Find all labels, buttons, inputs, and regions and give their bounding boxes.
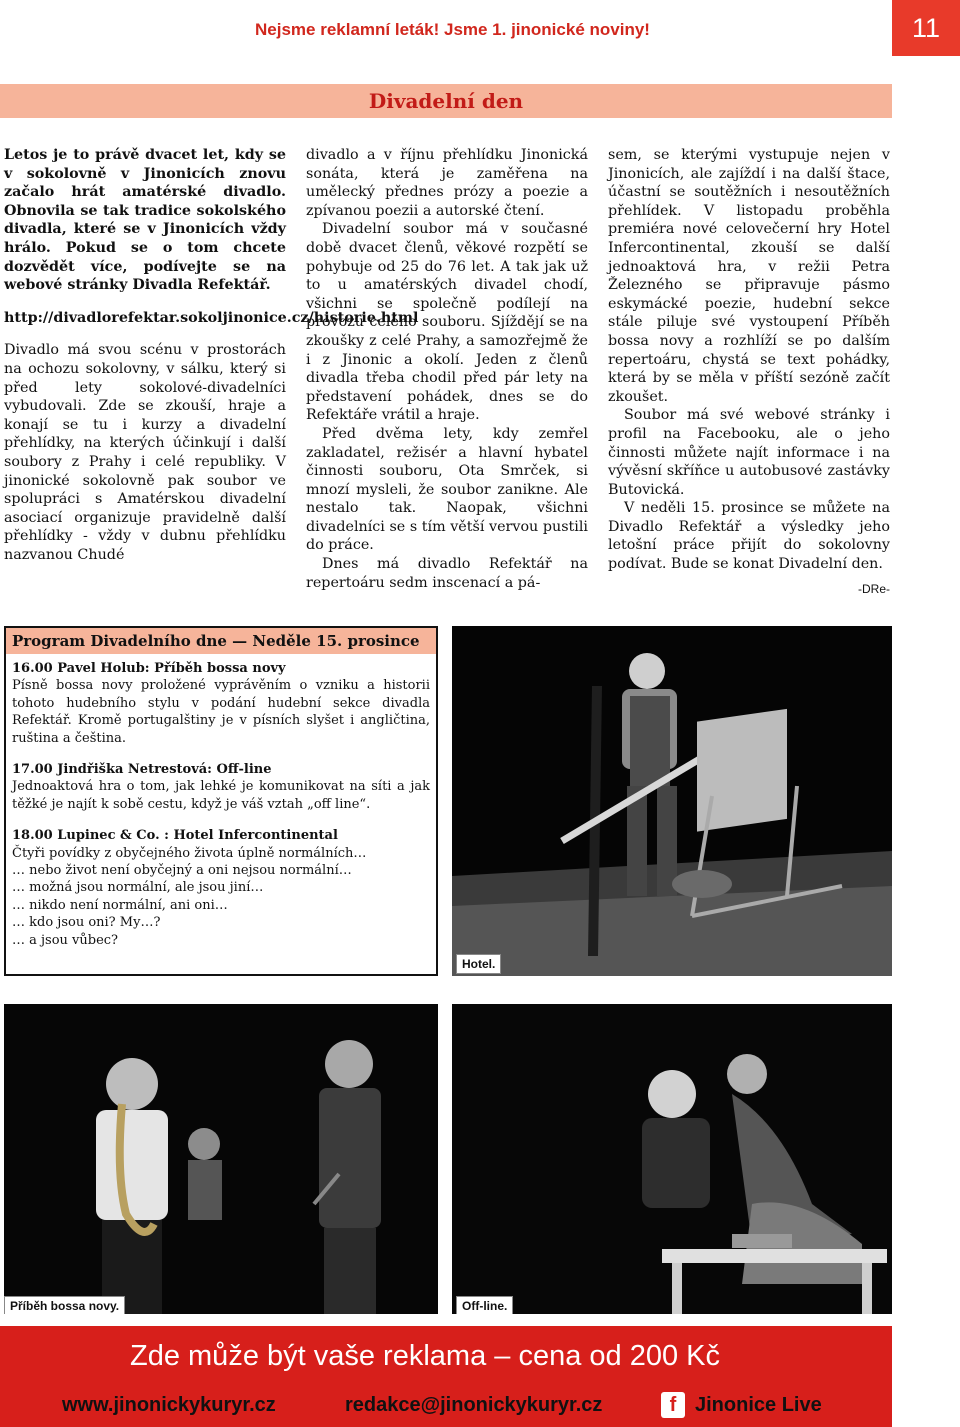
section-title-bar	[0, 84, 892, 118]
ad-title: Zde může být vaše reklama – cena od 200 Kč	[130, 1340, 720, 1372]
photo-caption: Hotel.	[456, 954, 501, 974]
program-item-text: Písně bossa novy proložené vyprávěním o vzniku a historii tohoto hudebního stylu v podání hudební sekce divadla Refektář. Kromě portugalštiny je v písních slyšet i angličtina, ruština a čeština.	[12, 678, 430, 746]
program-item	[12, 660, 430, 747]
photo-hotel	[452, 626, 892, 976]
photo-offline-image	[452, 1004, 892, 1314]
article-column-1	[4, 146, 419, 564]
article-paragraph: Dnes má divadlo Refektář na repertoáru sedm inscenací a pá-	[306, 556, 588, 591]
program-title: Program Divadelního dne — Neděle 15. prosince	[6, 628, 436, 654]
photo-caption: Příběh bossa novy.	[4, 1296, 125, 1314]
section-title: Divadelní den	[368, 89, 524, 113]
newspaper-tagline: Nejsme reklamní leták! Jsme 1. jinonické noviny!	[255, 20, 650, 39]
photo-bossa-nova	[4, 1004, 438, 1314]
ad-banner	[0, 1326, 892, 1427]
program-item-text: … možná jsou normální, ale jsou jiní…	[12, 880, 264, 896]
article-paragraph: Divadelní soubor má v současné době dvacet členů, věkové rozpětí se pohybuje od 25 do 76 let. A tak jak už to u amatérských divadel chodí, všichni se společně podílejí na provozu celého souboru. Sjíždějí se na zkoušky z celé Prahy, a samozřejmě že i z Jinonic a okolí. Jeden z členů divadla třeba chodil před pár lety na představení pohádek, dnes se do Refektáře vrátil a hraje.	[306, 221, 588, 424]
article-lead: Letos je to právě dvacet let, kdy se v sokolovně v Jinonicích znovu začalo hrát amatérské divadlo. Obnovila se tak tradice sokolského divadla, které se v Jinonicích vždy hrálo. Pokud se o tom chcete dozvědět více, podívejte se na webové stránky Divadla Refektář.	[4, 147, 286, 294]
email-link[interactable]: redakce@jinonickykuryr.cz	[345, 1394, 603, 1416]
program-item-title: 16.00 Pavel Holub: Příběh bossa novy	[12, 661, 286, 676]
page-number: 11	[892, 0, 960, 56]
program-box	[4, 626, 438, 976]
photo-hotel-image	[452, 626, 892, 976]
article-paragraph: sem, se kterými vystupuje nejen v Jinonicích, ale zajíždí i na další štace, účastní se soutěžních i nesoutěžních přehlídek. V listopadu proběhla premiéra nové celovečerní hry Hotel Infercontinental, zkouší se další jednoaktová hra, v režii Petra Železného se připravuje pásmo eskymácké poezie, hudební sekce stále piluje své vystoupení Příběh bossa novy a rozhlíží se po dalším repertoáru, chystá se text pohádky, která by se měla v příští sezóně začít zkoušet.	[608, 147, 890, 405]
program-item-text: … kdo jsou oni? My…?	[12, 915, 161, 931]
photo-caption: Off-line.	[456, 1296, 513, 1314]
article-paragraph: divadlo a v říjnu přehlídku Jinonická sonáta, která je zaměřena na umělecký přednes prózy a poezie a zpívanou poezii a autorské čtení.	[306, 147, 588, 219]
page-header	[0, 0, 960, 60]
photo-offline	[452, 1004, 892, 1314]
program-item	[12, 827, 430, 949]
website-link[interactable]: www.jinonickykuryr.cz	[62, 1394, 276, 1416]
facebook-icon[interactable]: f	[661, 1392, 685, 1418]
article-paragraph: V neděli 15. prosince se můžete na Divadlo Refektář a výsledky jeho letošní práce přijít do sokolovny podívat. Bude se konat Divadelní den.	[608, 500, 890, 573]
program-item-text: … nikdo není normální, ani oni…	[12, 897, 228, 913]
program-item-title: 18.00 Lupinec & Co. : Hotel Infercontinental	[12, 828, 338, 844]
article-url[interactable]: http://divadlorefektar.sokoljinonice.cz/historie.html	[4, 309, 419, 326]
photo-bossa-nova-image	[4, 1004, 438, 1314]
program-item-text: … a jsou vůbec?	[12, 932, 119, 948]
facebook-link[interactable]: Jinonice Live	[695, 1394, 822, 1416]
program-item-text: … nebo život není obyčejný a oni nejsou normální…	[12, 863, 352, 879]
program-item-text: Čtyři povídky z obyčejného života úplně normálních…	[12, 845, 367, 861]
program-item-title: 17.00 Jindřiška Netrestová: Off-line	[12, 762, 272, 778]
program-item-text: Jednoaktová hra o tom, jak lehké je komunikovat na síti a jak těžké je najít k sobě cestu, když je váš vztah „off line“.	[12, 779, 430, 812]
article-signature: -DRe-	[858, 581, 890, 596]
article-paragraph: Soubor má své webové stránky i profil na Facebooku, ale o jeho činnosti můžete najít informace i na vývěsní skříňce u autobusové zastávky Butovická.	[608, 407, 890, 498]
article-paragraph: Divadlo má svou scénu v prostorách na ochozu sokolovny, v sálku, který si před lety sokolové-divadelníci vybudovali. Zde se zkouší, hraje a konají se tu i kurzy a divadelní přehlídky, na kterých účinkují i další soubory z Prahy i celé republiky. V jinonické sokolovně pak soubor ve spolupráci s Amatérskou divadelní asociací organizuje pravidelně další přehlídky - vždy v dubnu přehlídku nazvanou Chudé	[4, 342, 286, 563]
article-paragraph: Před dvěma lety, kdy zemřel zakladatel, režisér a hlavní hybatel činnosti souboru, Ota Smrček, si mnozí mysleli, že soubor zanikne. Ale nestalo tak. Naopak, všichni divadelníci se s tím větší vervou pustili do práce.	[306, 425, 588, 554]
article-column-2	[306, 146, 588, 592]
program-item	[12, 761, 430, 813]
article-column-3	[608, 146, 890, 598]
